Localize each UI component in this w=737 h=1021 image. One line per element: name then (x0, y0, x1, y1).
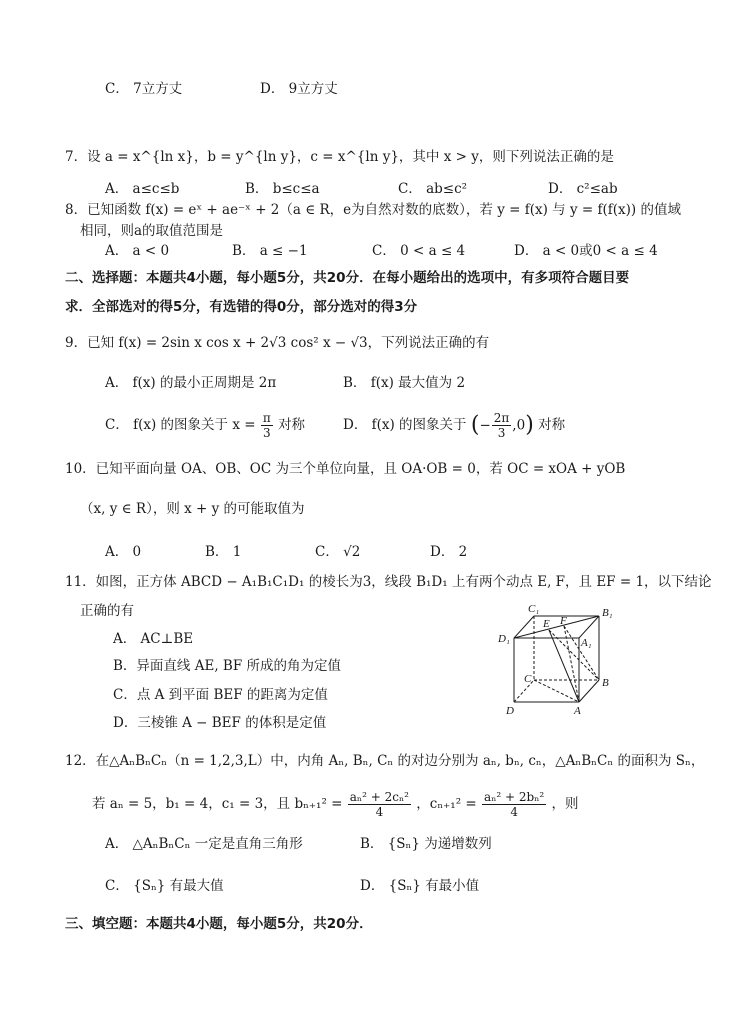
q9-option-d-fraction (492, 411, 512, 440)
label-d1: D₁ (498, 633, 510, 645)
q6-option-c: C． 7立方丈 (105, 81, 183, 97)
q10-option-c: C． √2 (315, 544, 361, 560)
q9-stem: 9．已知 f(x) = 2sin x cos x + 2√3 cos² x − √3，下列说法正确的有 (65, 335, 490, 351)
label-a1: A₁ (581, 637, 592, 649)
q10-stem-line1: 10．已知平面向量 OA、OB、OC 为三个单位向量，且 OA·OB = 0，若 OC = xOA + yOB (65, 461, 626, 477)
label-c: C (524, 673, 532, 685)
q8-option-d: D． a < 0或0 < a ≤ 4 (514, 243, 658, 259)
cube-diagram (494, 602, 624, 717)
q8-option-a: A． a < 0 (105, 243, 170, 259)
edge-d1-c1 (514, 616, 534, 638)
q9-option-b: B． f(x) 最大值为 2 (343, 375, 466, 391)
q9-option-d-suffix: 对称 (538, 417, 566, 433)
label-a: A (574, 705, 581, 717)
q7-option-a: A． a≤c≤b (105, 181, 180, 197)
q9-option-c-suffix: 对称 (278, 417, 306, 433)
q8-stem-line2: 相同，则a的取值范围是 (80, 223, 224, 239)
q9-option-c-text: C． f(x) 的图象关于 x = (105, 417, 256, 433)
q9-option-d-num: 2π (493, 411, 510, 425)
q9-option-c-num: π (262, 411, 271, 425)
edge-a-b (579, 680, 599, 702)
label-f: F (560, 615, 567, 627)
section2-heading-line1: 二、选择题：本题共4小题，每小题5分，共20分．在每小题给出的选项中，有多项符合题目要 (65, 270, 630, 286)
q11-stem-line2: 正确的有 (80, 603, 134, 619)
q11-option-c: C．点 A 到平面 BEF 的距离为定值 (113, 687, 328, 703)
q12-stem-line2-suffix: ，则 (551, 796, 579, 812)
q7-stem: 7．设 a = x^{ln x}，b = y^{ln y}，c = x^{ln y}，其中 x > y，则下列说法正确的是 (65, 149, 614, 165)
q12-fraction-b (348, 790, 411, 819)
q12-fraction-c-num: aₙ² + 2bₙ² (484, 790, 545, 804)
q12-option-b: B． {Sₙ} 为递增数列 (360, 836, 492, 852)
q12-fraction-c-den: 4 (510, 805, 518, 819)
diagonal-b1-d1 (514, 616, 599, 638)
q8-option-c: C． 0 < a ≤ 4 (372, 243, 466, 259)
q11-option-a: A． AC⊥BE (113, 631, 194, 647)
q7-option-c: C． ab≤c² (398, 181, 468, 197)
q11-option-d: D．三棱锥 A − BEF 的体积是定值 (113, 715, 327, 731)
q11-stem-line1: 11．如图，正方体 ABCD − A₁B₁C₁D₁ 的棱长为3，线段 B₁D₁ 上有两个动点 E, F，且 EF = 1，以下结论 (65, 574, 712, 590)
diagonal-c-a (534, 680, 579, 702)
q12-option-d: D． {Sₙ} 有最小值 (360, 878, 480, 894)
q10-option-d: D． 2 (430, 544, 468, 560)
q9-option-c-den: 3 (263, 426, 271, 440)
section2-heading-line2: 求．全部选对的得5分，有选错的得0分，部分选对的得3分 (65, 299, 418, 315)
q12-stem-line2-prefix: 若 aₙ = 5，b₁ = 4，c₁ = 3，且 bₙ₊₁² = (92, 796, 343, 812)
q6-option-d: D． 9立方丈 (260, 81, 338, 97)
segment-e-a (549, 630, 579, 702)
label-c1: C₁ (528, 603, 540, 615)
q8-stem-line1: 8．已知函数 f(x) = eˣ + ae⁻ˣ + 2（a ∈ R，e为自然对数的底数），若 y = f(x) 与 y = f(f(x)) 的值域 (65, 202, 681, 218)
q9-option-c (105, 410, 305, 440)
q9-option-d-den: 3 (497, 426, 506, 440)
q12-fraction-b-num: aₙ² + 2cₙ² (349, 790, 409, 804)
q9-option-d-zero: ,0 (512, 417, 526, 434)
q9-option-d (343, 410, 565, 441)
edge-a1-b1 (579, 616, 599, 638)
q12-stem-line2 (92, 789, 579, 819)
q12-fraction-c (482, 790, 546, 819)
q11-option-b: B．异面直线 AE, BF 所成的角为定值 (113, 658, 341, 674)
label-b: B (602, 677, 609, 689)
q9-option-d-paren-right: ) (525, 412, 534, 438)
q8-option-b: B． a ≤ −1 (232, 243, 308, 259)
q9-option-a: A． f(x) 的最小正周期是 2π (105, 375, 277, 391)
q9-option-d-minus: − (479, 417, 491, 434)
q9-option-d-text: D． f(x) 的图象关于 (343, 417, 467, 433)
cube-figure (494, 602, 624, 717)
section3-heading: 三、填空题：本题共4小题，每小题5分，共20分． (65, 916, 373, 932)
q9-option-d-paren-left: ( (470, 412, 480, 438)
q10-stem-line2: （x, y ∈ R），则 x + y 的可能取值为 (80, 501, 305, 517)
q12-fraction-b-den: 4 (375, 805, 384, 819)
q12-stem-line1: 12．在△AₙBₙCₙ（n = 1,2,3,L）中，内角 Aₙ, Bₙ, Cₙ 的对边分别为 aₙ, bₙ, cₙ，△AₙBₙCₙ 的面积为 Sₙ， (65, 753, 705, 769)
label-e: E (543, 618, 550, 630)
q10-option-a: A． 0 (105, 544, 142, 560)
q12-stem-line2-middle: ，cₙ₊₁² = (416, 796, 477, 812)
q9-option-c-fraction (261, 411, 273, 440)
q7-option-d: D． c²≤ab (548, 181, 618, 197)
q12-option-c: C． {Sₙ} 有最大值 (105, 878, 224, 894)
q10-option-b: B． 1 (205, 544, 242, 560)
label-b1: B₁ (602, 607, 613, 619)
q12-option-a: A． △AₙBₙCₙ 一定是直角三角形 (105, 836, 303, 852)
segment-f-a (564, 626, 579, 702)
label-d: D (506, 705, 514, 717)
q7-option-b: B． b≤c≤a (245, 181, 320, 197)
